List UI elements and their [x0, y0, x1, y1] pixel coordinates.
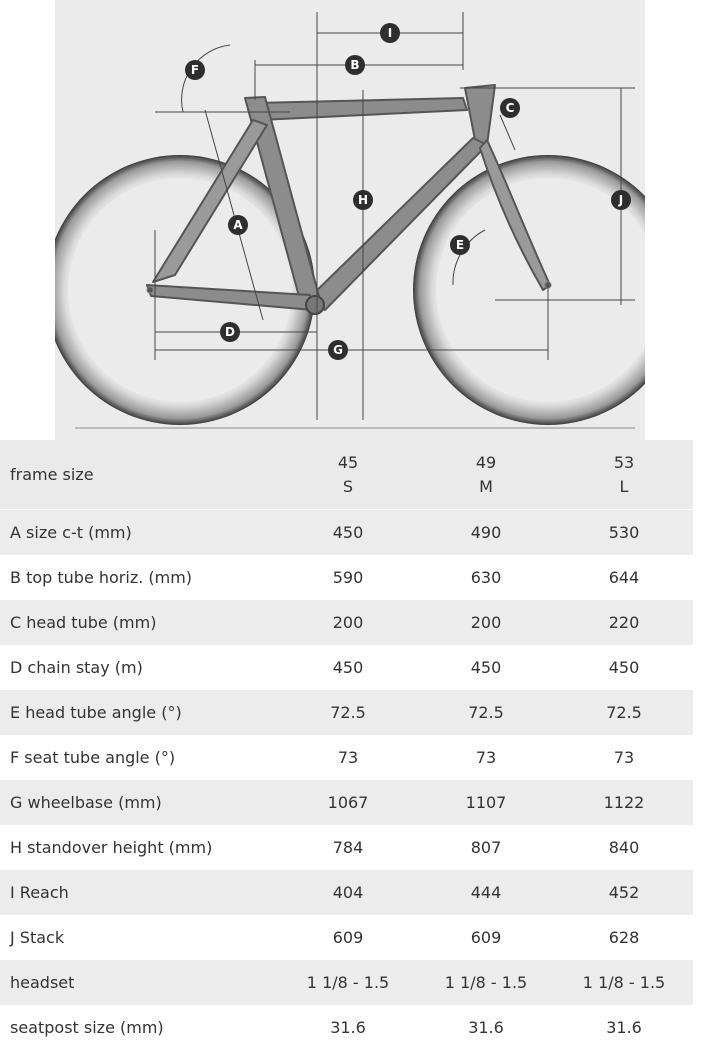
row-label: G wheelbase (mm): [0, 780, 279, 825]
row-value: 609: [417, 915, 555, 960]
marker-g: [328, 340, 348, 360]
row-value: 630: [417, 555, 555, 600]
row-label: D chain stay (m): [0, 645, 279, 690]
svg-text:A: A: [233, 218, 243, 232]
marker-f: [185, 60, 205, 80]
size-header: [279, 440, 417, 510]
row-value: 404: [279, 870, 417, 915]
row-value: 644: [555, 555, 693, 600]
table-row: [0, 915, 693, 960]
table-row: [0, 780, 693, 825]
table-row: [0, 1005, 693, 1050]
size-letter: S: [342, 476, 354, 496]
row-value: 609: [279, 915, 417, 960]
row-label: I Reach: [0, 870, 279, 915]
table-row: [0, 600, 693, 645]
row-label: B top tube horiz. (mm): [0, 555, 279, 600]
row-label: F seat tube angle (°): [0, 735, 279, 780]
row-label: A size c-t (mm): [0, 510, 279, 556]
row-value: 73: [555, 735, 693, 780]
row-value: 530: [555, 510, 693, 556]
row-value: 31.6: [555, 1005, 693, 1050]
row-label: H standover height (mm): [0, 825, 279, 870]
row-value: 840: [555, 825, 693, 870]
marker-d: [220, 322, 240, 342]
size-number: 45: [337, 452, 359, 472]
row-value: 72.5: [417, 690, 555, 735]
row-value: 450: [555, 645, 693, 690]
row-value: 452: [555, 870, 693, 915]
marker-b: [345, 55, 365, 75]
row-value: 450: [279, 510, 417, 556]
table-header-row: [0, 440, 693, 510]
row-value: 31.6: [417, 1005, 555, 1050]
row-value: 200: [279, 600, 417, 645]
row-value: 73: [417, 735, 555, 780]
row-value: 72.5: [555, 690, 693, 735]
row-label: C head tube (mm): [0, 600, 279, 645]
row-value: 628: [555, 915, 693, 960]
table-row: [0, 510, 693, 556]
table-row: [0, 645, 693, 690]
marker-a: [228, 215, 248, 235]
svg-text:F: F: [190, 63, 200, 77]
row-value: 72.5: [279, 690, 417, 735]
row-label: seatpost size (mm): [0, 1005, 279, 1050]
size-number: 49: [475, 452, 497, 472]
svg-text:B: B: [350, 58, 360, 72]
svg-text:J: J: [618, 193, 624, 207]
size-letter: M: [479, 476, 493, 496]
svg-text:E: E: [455, 238, 465, 252]
row-value: 220: [555, 600, 693, 645]
table-row: [0, 735, 693, 780]
table-row: [0, 690, 693, 735]
row-value: 807: [417, 825, 555, 870]
row-value: 31.6: [279, 1005, 417, 1050]
row-value: 590: [279, 555, 417, 600]
svg-text:D: D: [225, 325, 235, 339]
bike-geometry-diagram: [55, 0, 645, 440]
table-row: [0, 870, 693, 915]
table-row: [0, 555, 693, 600]
row-value: 200: [417, 600, 555, 645]
marker-i: [380, 23, 400, 43]
svg-text:I: I: [387, 26, 393, 40]
table-row: [0, 960, 693, 1005]
row-label: E head tube angle (°): [0, 690, 279, 735]
size-letter: L: [619, 476, 629, 496]
size-number: 53: [613, 452, 635, 472]
marker-c: [500, 98, 520, 118]
geometry-table: [0, 440, 693, 1050]
row-value: 784: [279, 825, 417, 870]
table-row: [0, 825, 693, 870]
row-value: 450: [417, 645, 555, 690]
marker-j: [611, 190, 631, 210]
row-value: 1122: [555, 780, 693, 825]
row-value: 1 1/8 - 1.5: [417, 960, 555, 1005]
row-value: 73: [279, 735, 417, 780]
svg-text:H: H: [357, 193, 369, 207]
svg-text:G: G: [333, 343, 343, 357]
row-label: headset: [0, 960, 279, 1005]
row-value: 1107: [417, 780, 555, 825]
row-value: 444: [417, 870, 555, 915]
svg-text:C: C: [505, 101, 515, 115]
size-header: [417, 440, 555, 510]
marker-h: [353, 190, 373, 210]
marker-e: [450, 235, 470, 255]
row-value: 490: [417, 510, 555, 556]
row-value: 1067: [279, 780, 417, 825]
row-value: 450: [279, 645, 417, 690]
row-label: J Stack: [0, 915, 279, 960]
header-label: frame size: [0, 440, 279, 510]
size-header: [555, 440, 693, 510]
row-value: 1 1/8 - 1.5: [279, 960, 417, 1005]
row-value: 1 1/8 - 1.5: [555, 960, 693, 1005]
